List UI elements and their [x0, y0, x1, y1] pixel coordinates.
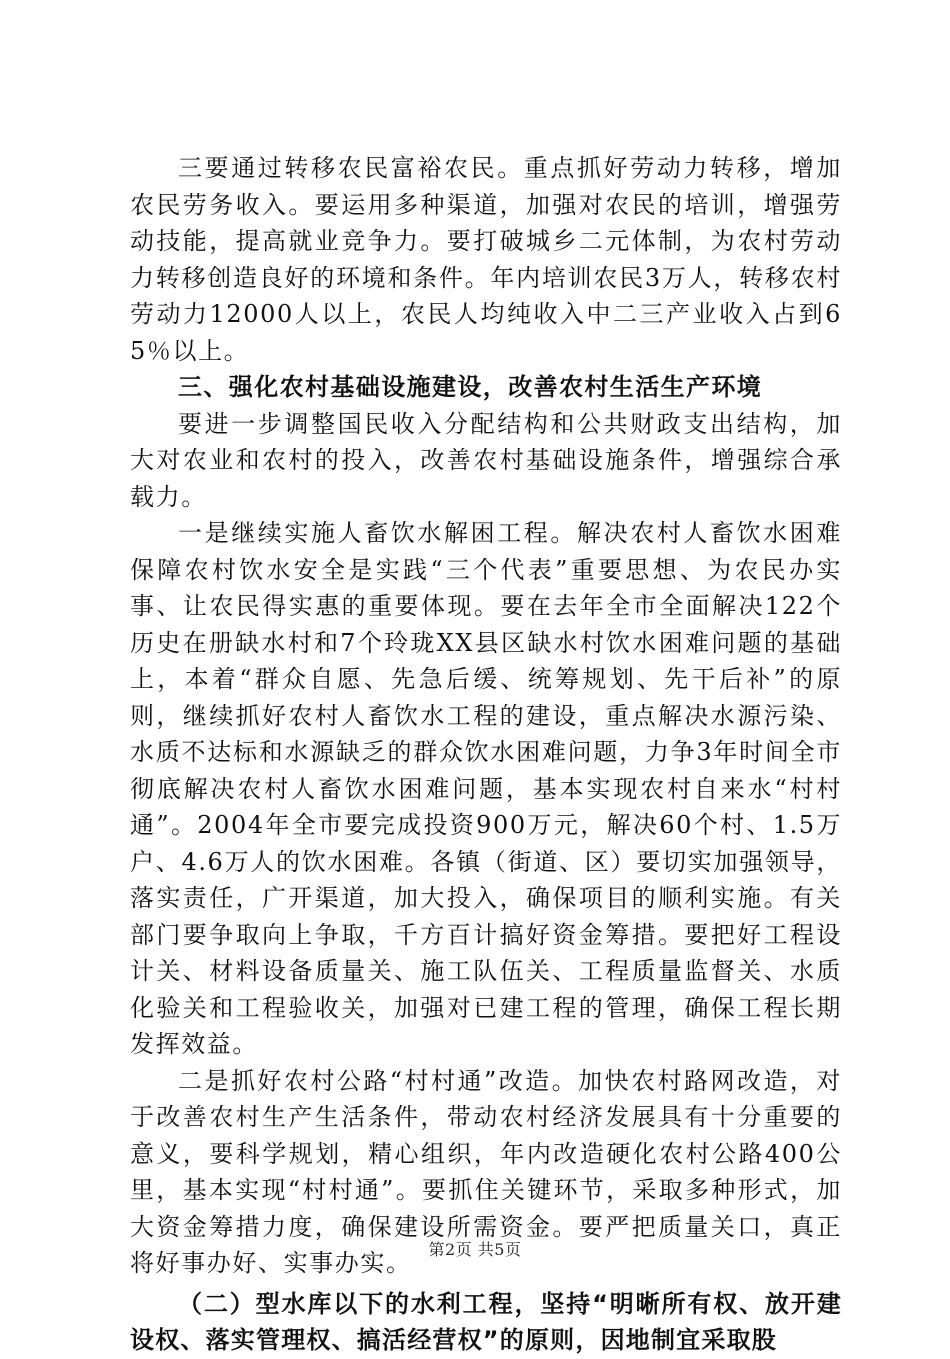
- paragraph-labor-transfer: 三要通过转移农民富裕农民。重点抓好劳动力转移，增加农民劳务收入。要运用多种渠道，加强对农民的培训，增强劳动技能，提高就业竞争力。要打破城乡二元体制，为农村劳动力转移创造良好的环境和条件。年内培训农民3万人，转移农村劳动力12000人以上，农民人均纯收入中二三产业收入占到65％以上。: [130, 154, 842, 365]
- section-heading-infrastructure: 三、强化农村基础设施建设，改善农村生活生产环境: [178, 373, 763, 401]
- paragraph-drinking-water: 一是继续实施人畜饮水解困工程。解决农村人畜饮水困难保障农村饮水安全是实践“三个代表”重要思想、为农民办实事、让农民得实惠的重要体现。要在去年全市全面解决122个历史在册缺水村和7个玲珑XX县区缺水村饮水困难问题的基础上，本着“群众自愿、先急后缓、统筹规划、先干后补”的原则，继续抓好农村人畜饮水工程的建设，重点解决水源污染、水质不达标和水源缺乏的群众饮水困难问题，力争3年时间全市彻底解决农村人畜饮水困难问题，基本实现农村自来水“村村通”。2004年全市要完成投资900万元，解决60个村、1.5万户、4.6万人的饮水困难。各镇（街道、区）要切实加强领导，落实责任，广开渠道，加大投入，确保项目的顺利实施。有关部门要争取向上争取，千方百计搞好资金筹措。要把好工程设计关、材料设备质量关、施工队伍关、工程质量监督关、水质化验关和工程验收关，加强对已建工程的管理，确保工程长期发挥效益。: [130, 519, 842, 1058]
- document-body: [130, 150, 842, 1359]
- paragraph-water-conservancy: （二）型水库以下的水利工程，坚持“明晰所有权、放开建设权、落实管理权、搞活经营权”的原则，因地制宜采取股: [130, 1289, 842, 1354]
- paragraph-investment: 要进一步调整国民收入分配结构和公共财政支出结构，加大对农业和农村的投入，改善农村基础设施条件，增强综合承载力。: [130, 409, 842, 511]
- paragraph-rural-roads: 二是抓好农村公路“村村通”改造。加快农村路网改造，对于改善农村生产生活条件，带动农村经济发展具有十分重要的意义，要科学规划，精心组织，年内改造硬化农村公路400公里，基本实现“村村通”。要抓住关键环节，采取多种形式，加大资金筹措力度，确保建设所需资金。要严把质量关口，真正将好事办好、实事办实。: [130, 1066, 842, 1277]
- page-number-footer: 第2页 共5页: [428, 1240, 522, 1259]
